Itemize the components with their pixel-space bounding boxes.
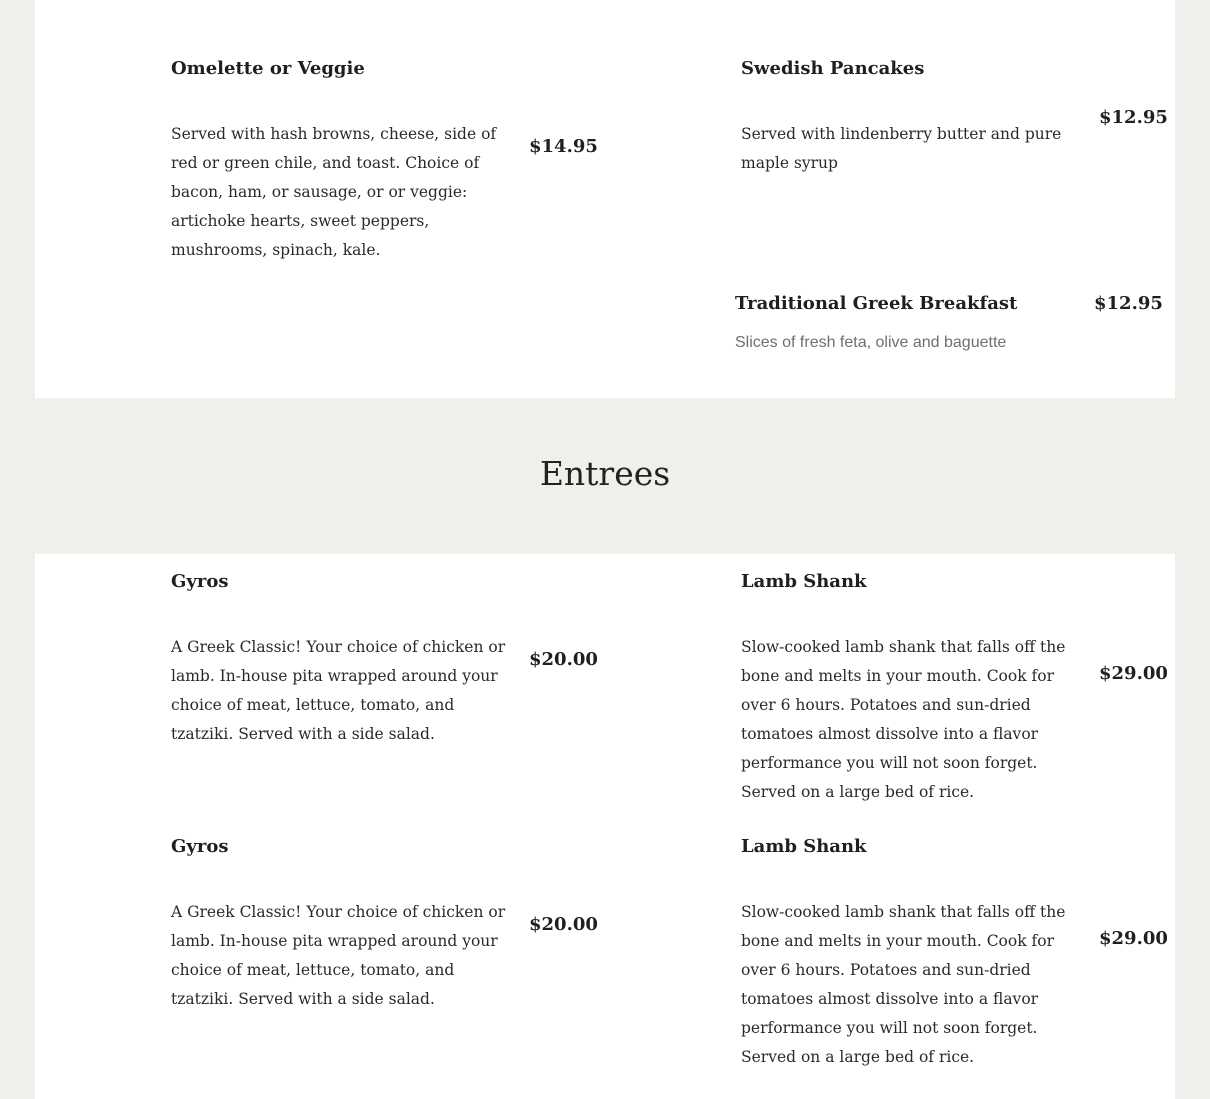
menu-item-name: Gyros — [171, 571, 229, 592]
section-title-entrees: Entrees — [539, 454, 671, 493]
menu-item-description: Slow-cooked lamb shank that falls off the bone and melts in your mouth. Cook for over 6 hours. Potatoes and sun-dried tomatoes almost dissolve into a flavor performance you will not soon forget. Served on a large bed of rice. — [741, 903, 1066, 1066]
menu-item-name: Gyros — [171, 836, 229, 857]
menu-item-price: $14.95 — [529, 136, 598, 157]
menu-item-name: Traditional Greek Breakfast — [735, 293, 1018, 314]
menu-item-name: Lamb Shank — [741, 571, 867, 592]
menu-item-price: $29.00 — [1099, 928, 1168, 949]
menu-item-description: Slices of fresh feta, olive and baguette — [735, 334, 1007, 351]
menu-item-description: Slow-cooked lamb shank that falls off the bone and melts in your mouth. Cook for over 6 hours. Potatoes and sun-dried tomatoes almost dissolve into a flavor performance you will not soon forget. Served on a large bed of rice. — [741, 638, 1066, 801]
menu-item-price: $29.00 — [1099, 663, 1168, 684]
menu-item-description: A Greek Classic! Your choice of chicken or lamb. In-house pita wrapped around your choice of meat, lettuce, tomato, and tzatziki. Served with a side salad. — [171, 903, 506, 1008]
menu-item-name: Lamb Shank — [741, 836, 867, 857]
menu-item-price: $20.00 — [529, 914, 598, 935]
menu-item-name: Omelette or Veggie — [171, 58, 365, 79]
menu-item-price: $12.95 — [1094, 293, 1163, 314]
menu-item-description: Served with hash browns, cheese, side of red or green chile, and toast. Choice of bacon, ham, or sausage, or or veggie: artichoke hearts, sweet peppers, mushrooms, spinach, kale. — [171, 125, 497, 259]
menu-item-price: $12.95 — [1099, 107, 1168, 128]
menu-item-description: A Greek Classic! Your choice of chicken or lamb. In-house pita wrapped around your choice of meat, lettuce, tomato, and tzatziki. Served with a side salad. — [171, 638, 506, 743]
menu-item-description: Served with lindenberry butter and pure maple syrup — [741, 125, 1062, 172]
menu-item-price: $20.00 — [529, 649, 598, 670]
menu-item-name: Swedish Pancakes — [741, 58, 925, 79]
